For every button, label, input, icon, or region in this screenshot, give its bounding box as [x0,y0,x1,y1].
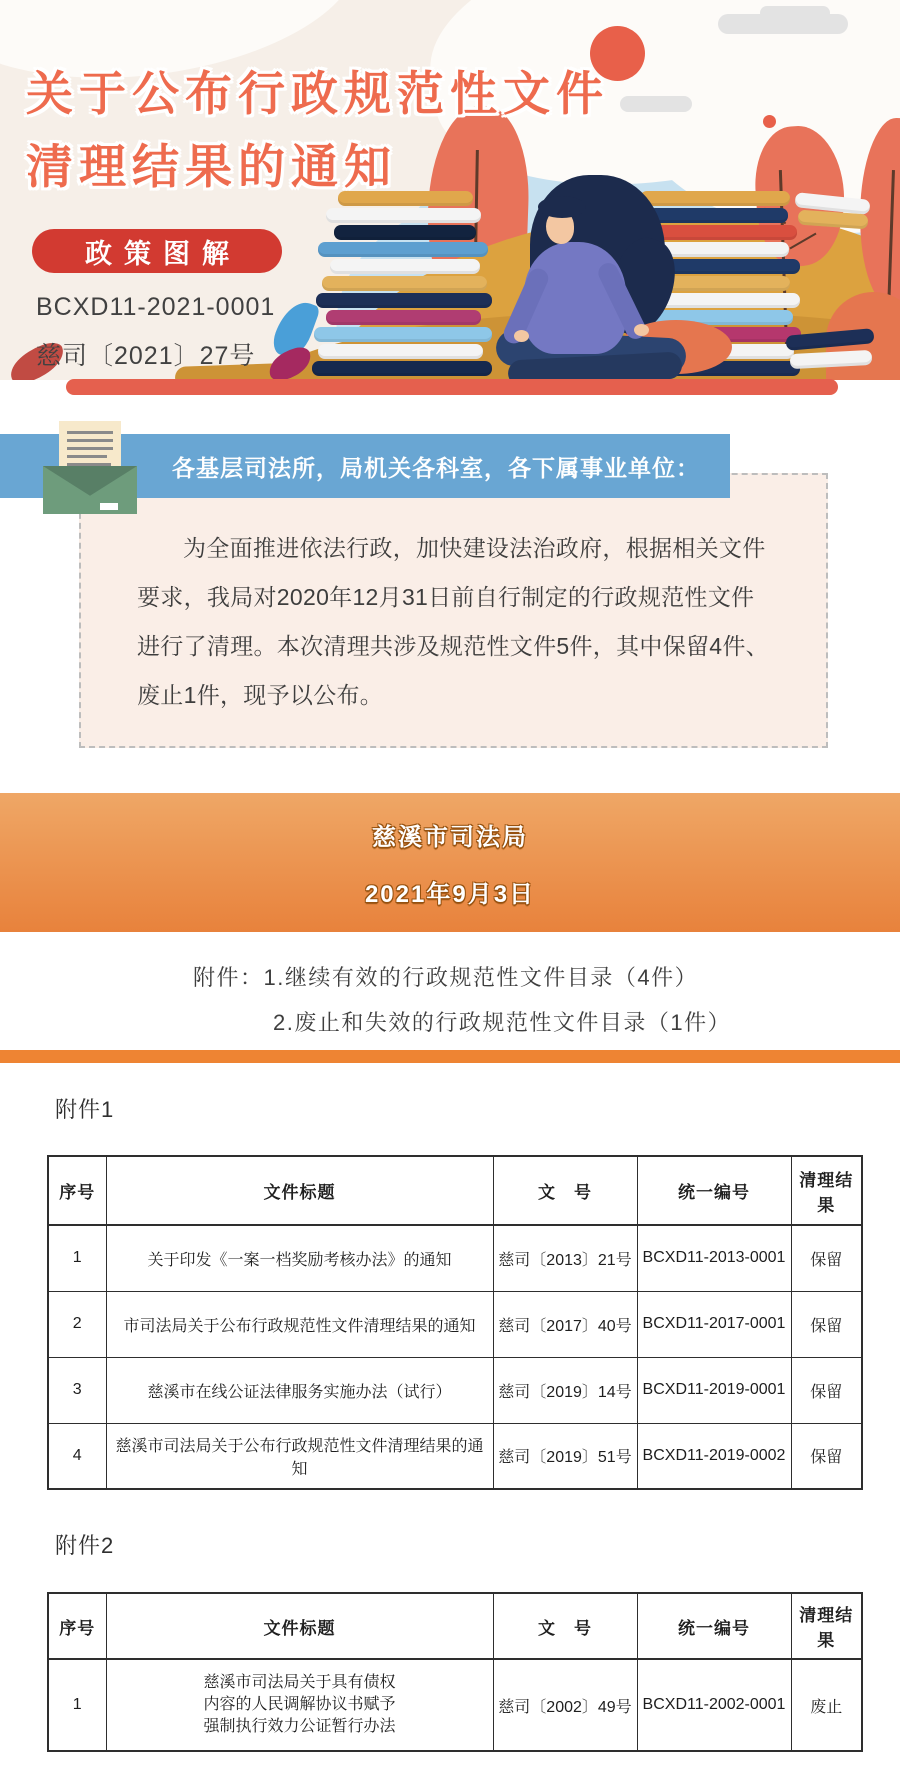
book-icon [334,225,476,240]
person-hand [634,324,649,336]
table-row [48,1423,862,1489]
col-header-no: 序号 [48,1156,106,1225]
page-title-line2: 清理结果的通知 [26,140,397,193]
col-header-result: 清理结果 [791,1156,862,1225]
paper-line [67,439,113,442]
cell-docno: 慈司〔2002〕49号 [493,1659,637,1751]
cell-title-line: 慈溪市司法局关于具有债权 [203,1674,396,1691]
cell-title: 慈溪市在线公证法律服务实施办法（试行） [106,1357,493,1423]
recipients-banner: 各基层司法所，局机关各科室，各下属事业单位： [0,434,730,498]
cell-no: 1 [48,1659,106,1751]
cell-docno: 慈司〔2013〕21号 [493,1225,637,1291]
body-line: 进行了清理。本次清理共涉及规范性文件5件，其中保留4件、 [137,633,769,659]
unified-doc-code: BCXD11-2021-0001 [36,293,276,321]
cell-docno: 慈司〔2019〕51号 [493,1423,637,1489]
col-header-docno: 文 号 [493,1156,637,1225]
body-line: 废止1件，现予以公布。 [137,682,384,708]
table-row [48,1291,862,1357]
col-header-title: 文件标题 [106,1156,493,1225]
table-header-row [48,1156,862,1225]
paper-line [67,455,107,458]
attachment2-table [47,1592,863,1752]
cell-title-line: 内容的人民调解协议书赋予 [203,1696,396,1713]
cell-no: 2 [48,1291,106,1357]
book-icon [648,208,788,223]
cell-title-line: 强制执行效力公证暂行办法 [203,1718,396,1735]
sun-dot-icon [763,115,776,128]
cell-result: 保留 [791,1423,862,1489]
cell-title [106,1659,493,1751]
table-row [48,1659,862,1751]
book-icon [318,242,488,257]
attachment2-label: 附件2 [55,1533,115,1558]
cell-no: 1 [48,1225,106,1291]
signature-date: 2021年9月3日 [364,880,536,908]
col-header-result: 清理结果 [791,1593,862,1659]
envelope-icon [43,421,137,514]
col-header-no: 序号 [48,1593,106,1659]
attachment1-table [47,1155,863,1490]
cell-result: 保留 [791,1357,862,1423]
book-icon [316,293,492,308]
person-hand [514,330,529,342]
header-divider-bar [66,379,838,395]
cell-code: BCXD11-2002-0001 [637,1659,791,1751]
col-header-title: 文件标题 [106,1593,493,1659]
book-icon [312,361,492,376]
cell-code: BCXD11-2019-0001 [637,1357,791,1423]
cell-docno: 慈司〔2017〕40号 [493,1291,637,1357]
cell-title: 关于印发《一案一档奖励考核办法》的通知 [106,1225,493,1291]
col-header-docno: 文 号 [493,1593,637,1659]
doc-number: 慈司〔2021〕27号 [36,342,256,370]
cell-docno: 慈司〔2019〕14号 [493,1357,637,1423]
notice-body-text [137,524,769,720]
cell-result: 废止 [791,1659,862,1751]
cloud-icon [760,6,830,20]
paper-line [67,447,113,450]
table-row [48,1357,862,1423]
cloud-icon [620,96,692,112]
cell-result: 保留 [791,1225,862,1291]
cell-code: BCXD11-2013-0001 [637,1225,791,1291]
body-line: 要求，我局对2020年12月31日前自行制定的行政规范性文件 [137,584,755,610]
col-header-code: 统一编号 [637,1156,791,1225]
paper-line [67,431,113,434]
cell-title: 慈溪市司法局关于公布行政规范性文件清理结果的通知 [106,1423,493,1489]
book-icon [326,310,481,325]
attachment1-label: 附件1 [55,1097,115,1122]
book-icon [640,191,790,206]
book-icon [314,327,492,342]
envelope-stamp [100,503,118,510]
signature-band [0,793,900,932]
policy-badge: 政策图解 [32,229,282,273]
person-hair-fringe [538,196,586,218]
page-title-line1: 关于公布行政规范性文件 [26,67,609,120]
cell-no: 3 [48,1357,106,1423]
cell-no: 4 [48,1423,106,1489]
section-divider-bar [0,1050,900,1063]
body-line: 为全面推进依法行政，加快建设法治政府，根据相关文件 [183,535,766,561]
book-icon [318,344,483,359]
table-row [48,1225,862,1291]
attachments-note-line1: 附件：1.继续有效的行政规范性文件目录（4件） [193,965,699,990]
book-icon [330,259,480,274]
book-icon [322,276,487,291]
cell-code: BCXD11-2017-0001 [637,1291,791,1357]
cell-title: 市司法局关于公布行政规范性文件清理结果的通知 [106,1291,493,1357]
table-header-row [48,1593,862,1659]
col-header-code: 统一编号 [637,1593,791,1659]
signature-org: 慈溪市司法局 [372,823,528,851]
book-icon [326,208,481,223]
cell-code: BCXD11-2019-0002 [637,1423,791,1489]
cell-result: 保留 [791,1291,862,1357]
attachments-note-line2: 2.废止和失效的行政规范性文件目录（1件） [273,1010,732,1035]
